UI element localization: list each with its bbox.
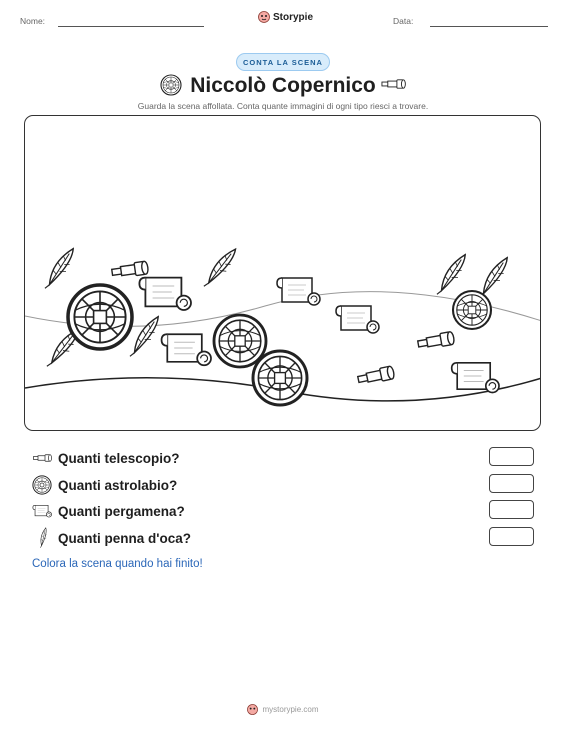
telescope-icon	[111, 261, 148, 279]
quill-icon	[45, 244, 75, 293]
question-scroll	[32, 500, 185, 522]
telescope-icon	[32, 452, 52, 464]
scene-illustration	[25, 116, 541, 431]
astrolabe-icon	[453, 291, 491, 329]
coloring-note: Colora la scena quando hai finito!	[32, 558, 203, 570]
instructions: Guarda la scena affollata. Conta quante immagini di ogni tipo riesci a trovare.	[137, 101, 429, 111]
question-telescope	[32, 447, 180, 469]
scroll-icon	[139, 278, 191, 310]
activity-badge: CONTA LA SCENA	[236, 53, 330, 71]
footer-url[interactable]: mystorypie.com	[262, 705, 319, 714]
telescope-icon	[380, 76, 406, 92]
question-label: Quanti telescopio?	[58, 450, 180, 466]
astrolabe-icon	[68, 285, 132, 349]
scroll-icon	[277, 278, 320, 305]
date-label: Data:	[393, 16, 414, 26]
astrolabe-icon	[214, 315, 266, 367]
answer-box-astrolabe[interactable]	[489, 474, 534, 493]
page-title: Niccolò Copernico	[190, 74, 376, 97]
telescope-icon	[417, 331, 455, 350]
scroll-icon	[336, 306, 379, 333]
name-line[interactable]	[58, 26, 204, 27]
question-label: Quanti pergamena?	[58, 503, 185, 519]
quill-icon	[32, 527, 52, 549]
date-line[interactable]	[430, 26, 548, 27]
brand-name: Storypie	[273, 11, 314, 23]
astrolabe-icon	[253, 351, 307, 405]
scroll-icon	[452, 363, 499, 393]
scroll-icon	[162, 334, 211, 365]
scroll-icon	[32, 502, 52, 520]
quill-icon	[204, 244, 237, 293]
question-label: Quanti astrolabio?	[58, 477, 178, 493]
answer-box-telescope[interactable]	[489, 447, 534, 466]
counting-scene	[24, 115, 541, 431]
question-astrolabe	[32, 474, 177, 496]
name-label: Nome:	[20, 16, 46, 26]
answer-box-quill[interactable]	[489, 527, 534, 546]
brand-logo	[258, 11, 313, 23]
astrolabe-icon	[32, 475, 52, 495]
quill-icon	[437, 250, 467, 299]
question-label: Quanti penna d'oca?	[58, 530, 191, 546]
telescope-icon	[357, 366, 395, 386]
question-quill	[32, 527, 191, 549]
answer-box-scroll[interactable]	[489, 500, 534, 519]
storypie-mascot-icon	[258, 11, 270, 23]
storypie-mascot-icon	[247, 704, 258, 715]
quill-icon	[130, 312, 160, 361]
footer	[0, 704, 566, 715]
